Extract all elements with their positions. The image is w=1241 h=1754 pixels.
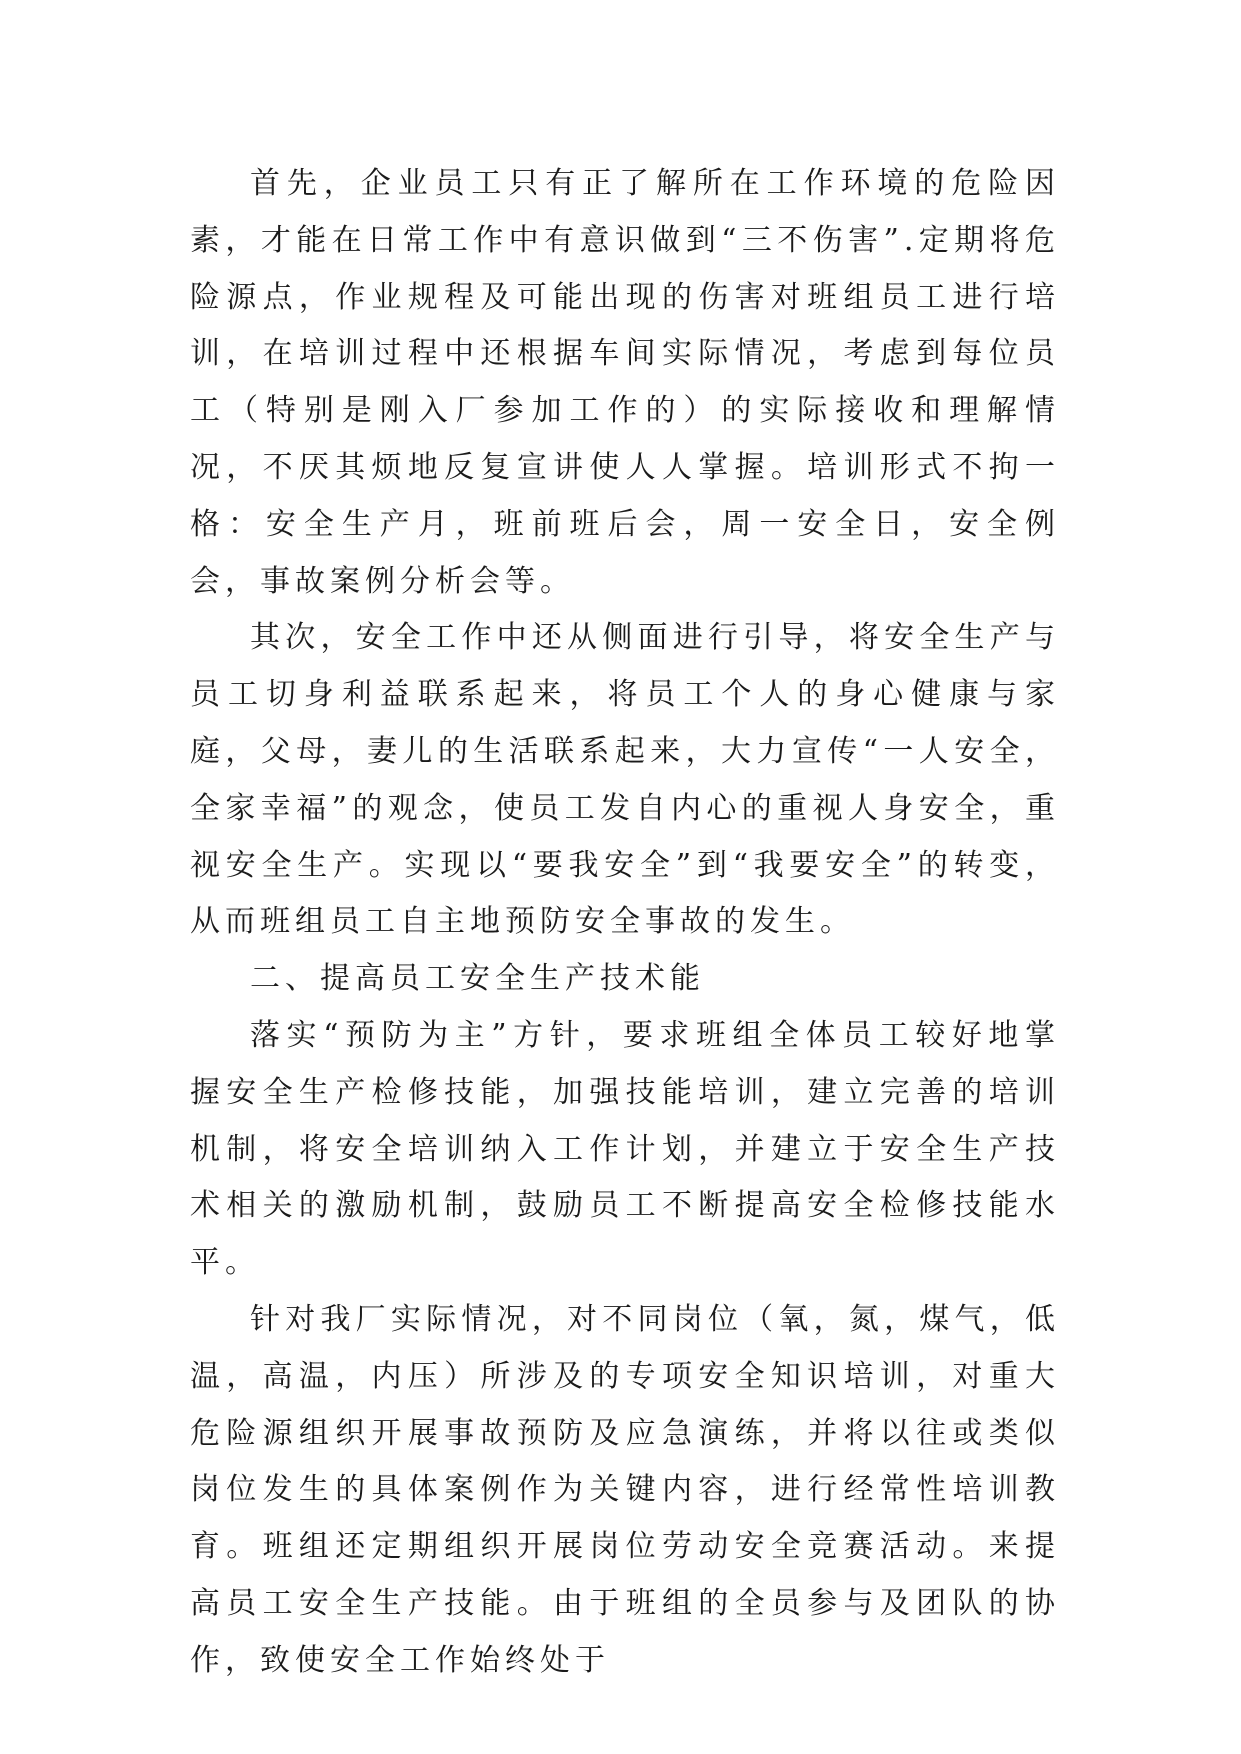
paragraph-prevention-policy: 落实“预防为主”方针，要求班组全体员工较好地掌握安全生产检修技能，加强技能培训，建立完善的培训机制，将安全培训纳入工作计划，并建立于安全生产技术相关的激励机制，鼓励员工不断提高安全检修技能水平。 [190,1017,1060,1281]
document-body [190,156,1060,1690]
paragraph-hazard-training: 首先，企业员工只有正了解所在工作环境的危险因素，才能在日常工作中有意识做到“三不伤害”.定期将危险源点，作业规程及可能出现的伤害对班组员工进行培训，在培训过程中还根据车间实际情况，考虑到每位员工（特别是刚入厂参加工作的）的实际接收和理解情况，不厌其烦地反复宣讲使人人掌握。培训形式不拘一格：安全生产月，班前班后会，周一安全日，安全例会，事故案例分析会等。 [190,166,1060,599]
section-heading: 二、提高员工安全生产技术能 [250,961,705,997]
paragraph-post-specific-training: 针对我厂实际情况，对不同岗位（氧，氮，煤气，低温，高温，内压）所涉及的专项安全知识培训，对重大危险源组织开展事故预防及应急演练，并将以往或类似岗位发生的具体案例作为关键内容，进行经常性培训教育。班组还定期组织开展岗位劳动安全竞赛活动。来提高员工安全生产技能。由于班组的全员参与及团队的协作，致使安全工作始终处于 [190,1301,1060,1678]
paragraph-safety-awareness: 其次，安全工作中还从侧面进行引导，将安全生产与员工切身利益联系起来，将员工个人的身心健康与家庭，父母，妻儿的生活联系起来，大力宣传“一人安全，全家幸福”的观念，使员工发自内心的重视人身安全，重视安全生产。实现以“要我安全”到“我要安全”的转变，从而班组员工自主地预防安全事故的发生。 [190,620,1060,940]
